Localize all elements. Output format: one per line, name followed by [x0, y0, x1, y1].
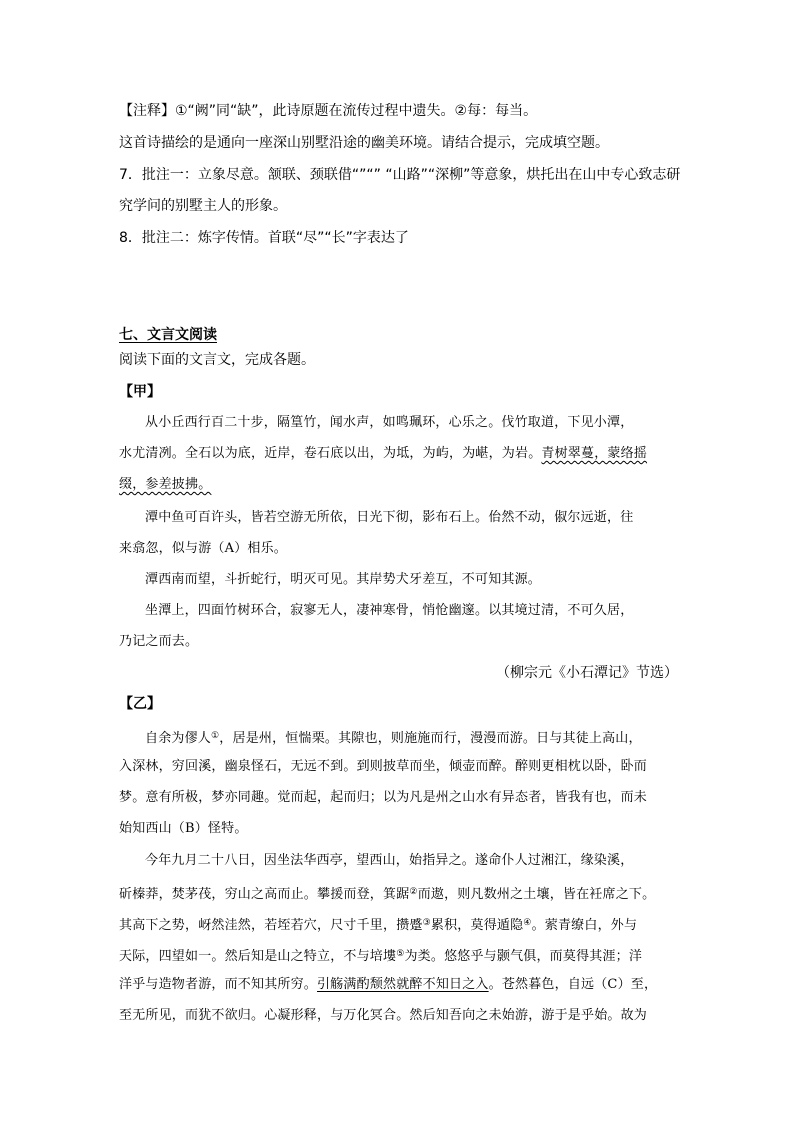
passage-a-p2-line2: 来翕忽，似与游（A）相乐。: [119, 541, 287, 556]
passage-b-p2-line5-a: 洋乎与造物者游，而不知其所穷。: [119, 977, 318, 992]
passage-a-p2-line1: 潭中鱼可百许头，皆若空游无所依，日光下彻，影布石上。佁然不动，俶尔远逝，往: [145, 510, 634, 525]
footnote-marker-1: ①: [211, 731, 220, 741]
passage-a-wavy-underline-1: 青树翠蔓，蒙络摇: [541, 446, 648, 461]
passage-a-p1-line3: [119, 475, 211, 495]
passage-b-p2-line1: 今年九月二十八日，因坐法华西亭，望西山，始指异之。遂命仆人过湘江，缘染溪，: [145, 853, 634, 868]
question-7-line-1: 7．批注一：立象尽意。颔联、颈联借“”“” “山路”“深柳”等意象，烘托出在山中专心致志研: [119, 167, 681, 183]
passage-a-label: 【甲】: [119, 384, 161, 400]
footnote-marker-3: ③: [422, 918, 431, 928]
footnote-marker-5: ⑤: [396, 949, 405, 959]
poem-intro: 这首诗描绘的是通向一座深山别墅沿途的幽美环境。请结合提示，完成填空题。: [119, 135, 609, 151]
passage-a-p3: 潭西南而望，斗折蛇行，明灭可见。其岸势犬牙差互，不可知其源。: [145, 572, 542, 587]
passage-b-p2-line2-b: 而遨，则凡数州之土壤，皆在衽席之下。: [417, 887, 656, 902]
passage-a-wavy-underline-2: 缀，参差披拂。: [119, 477, 212, 492]
passage-b-p1-line3: 梦。意有所极，梦亦同趣。觉而起，起而归；以为凡是州之山水有异态者，皆我有也，而未: [119, 790, 648, 805]
passage-b-p2-line4-b: 为类。悠悠乎与颢气俱，而莫得其涯；洋: [404, 949, 643, 964]
footnote-marker-2: ②: [409, 887, 418, 897]
passage-b-p2-line4: [119, 944, 642, 967]
passage-b-p2-line3-b: 累积，莫得遁隐: [430, 918, 524, 933]
passage-b-p2-line3: [119, 913, 637, 936]
passage-b-p2-line4-a: 天际，四望如一。然后知是山之特立，不与培塿: [119, 949, 397, 964]
passage-b-p2-line6: 至无所见，而犹不欲归。心凝形释，与万化冥合。然后知吾向之未始游，游于是乎始。故为: [119, 1008, 648, 1023]
passage-b-p1-line1-b: ，居是州，恒惴栗。其隙也，则施施而行，漫漫而游。日与其徒上高山，: [219, 731, 642, 746]
passage-b-p2-line2-a: 斫榛莽，焚茅茷，穷山之高而止。攀援而登，箕踞: [119, 887, 410, 902]
passage-b-p1-line1: [145, 726, 642, 749]
passage-a-p4-line2: 乃记之而去。: [119, 634, 199, 649]
question-7-line-2: 究学问的别墅主人的形象。: [119, 198, 287, 214]
passage-b-label: 【乙】: [119, 696, 161, 712]
passage-b-p1-line4: 始知西山（B）怪特。: [119, 821, 248, 836]
passage-b-p1-line2: 入深林，穷回溪，幽泉怪石，无远不到。到则披草而坐，倾壶而醉。醉则更相枕以卧，卧而: [119, 759, 648, 774]
passage-b-p2-line3-a: 其高下之势，岈然洼然，若垤若穴，尺寸千里，攒蹙: [119, 918, 423, 933]
passage-a-p1-line2-text: 水尤清冽。全石以为底，近岸，卷石底以出，为坻，为屿，为嵁，为岩。: [119, 446, 542, 461]
passage-a-source: （柳宗元《小石潭记》节选）: [496, 665, 678, 681]
section-title: 七、文言文阅读: [119, 327, 217, 343]
passage-a-p1-line2: [119, 444, 647, 464]
footnote-marker-4: ④: [523, 918, 532, 928]
passage-a-p1-line1: 从小丘西行百二十步，隔篁竹，闻水声，如鸣珮环，心乐之。伐竹取道，下见小潭，: [145, 415, 634, 430]
passage-b-underlined-sentence: 引觞满酌颓然就醉不知日之入: [317, 977, 489, 992]
question-8: 8．批注二：炼字传情。首联“尽”“长”字表达了: [119, 230, 409, 246]
passage-b-p2-line3-c: 。萦青缭白，外与: [531, 918, 638, 933]
section-instruction: 阅读下面的文言文，完成各题。: [119, 352, 315, 368]
passage-b-p2-line5-b: 。苍然暮色，自远（C）至，: [488, 977, 658, 992]
passage-b-p2-line2: [119, 882, 655, 905]
passage-a-p4-line1: 坐潭上，四面竹树环合，寂寥无人，凄神寒骨，悄怆幽邃。以其境过清，不可久居，: [145, 603, 634, 618]
annotation-note: 【注释】①“阙”同“缺”，此诗原题在流传过程中遗失。②每：每当。: [119, 103, 538, 119]
passage-b-p1-line1-a: 自余为僇人: [145, 731, 212, 746]
passage-b-p2-line5: [119, 975, 657, 995]
